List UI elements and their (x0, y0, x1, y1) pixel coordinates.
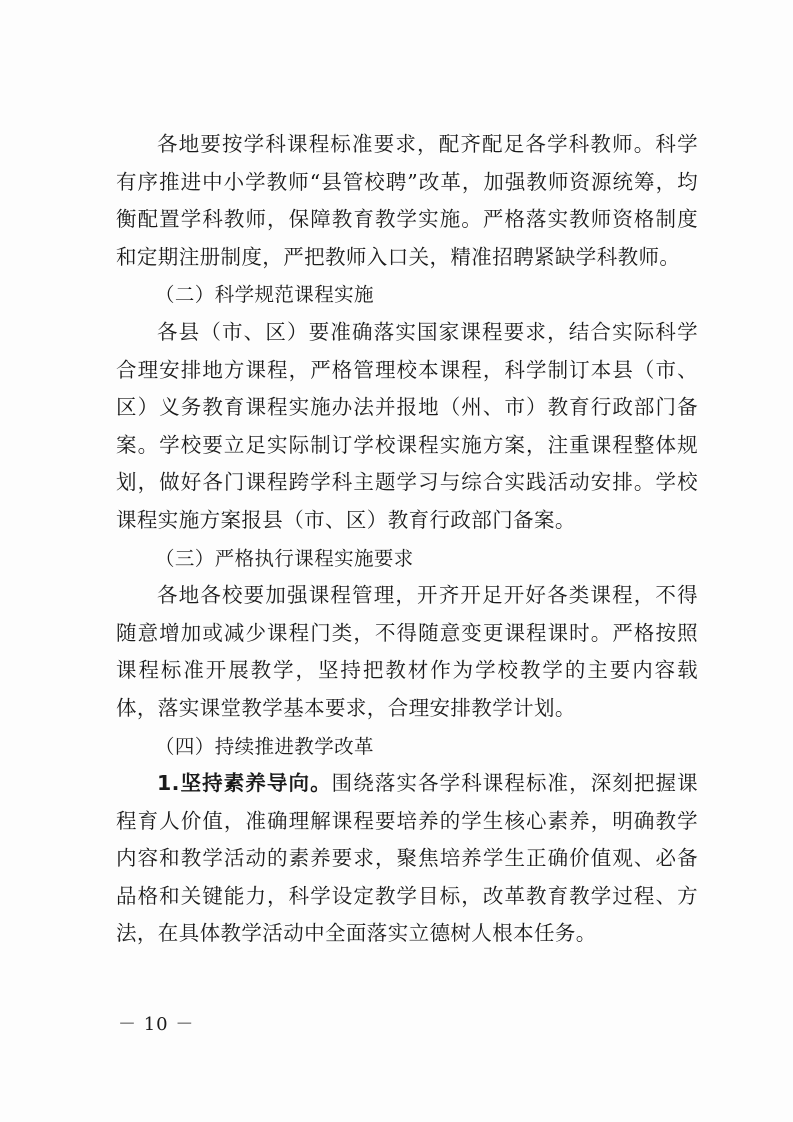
section-heading-4: （四）持续推进教学改革 (155, 734, 374, 758)
paragraph-literacy-orientation (116, 765, 698, 953)
page-number: － 10 － (118, 1014, 195, 1035)
paragraph-lead-title: 1.坚持素养导向。 (157, 771, 332, 796)
document-body (116, 126, 698, 953)
paragraph-curriculum-implementation: 各县（市、区）要准确落实国家课程要求，结合实际科学合理安排地方课程，严格管理校本课程，科学制订本县（市、区）义务教育课程实施办法并报地（州、市）教育行政部门备案。学校要立足实际制订学校课程实施方案，注重课程整体规划，做好各门课程跨学科主题学习与综合实践活动安排。学校课程实施方案报县（市、区）教育行政部门备案。 (116, 319, 698, 532)
section-heading-3: （三）严格执行课程实施要求 (155, 546, 414, 570)
paragraph-teacher-staffing: 各地要按学科课程标准要求，配齐配足各学科教师。科学有序推进中小学教师“县管校聘”改革，加强教师资源统筹，均衡配置学科教师，保障教育教学实施。严格落实教师资格制度和定期注册制度，严把教师入口关，精准招聘紧缺学科教师。 (116, 132, 698, 269)
paragraph-lead-body: 围绕落实各学科课程标准，深刻把握课程育人价值，准确理解课程要培养的学生核心素养，明确教学内容和教学活动的素养要求，聚焦培养学生正确价值观、必备品格和关键能力，科学设定教学目标，改革教育教学过程、方法，在具体教学活动中全面落实立德树人根本任务。 (116, 771, 698, 946)
paragraph-curriculum-requirements: 各地各校要加强课程管理，开齐开足开好各类课程，不得随意增加或减少课程门类，不得随意变更课程课时。严格按照课程标准开展教学，坚持把教材作为学校教学的主要内容载体，落实课堂教学基本要求，合理安排教学计划。 (116, 583, 698, 720)
section-heading-2: （二）科学规范课程实施 (155, 283, 374, 307)
